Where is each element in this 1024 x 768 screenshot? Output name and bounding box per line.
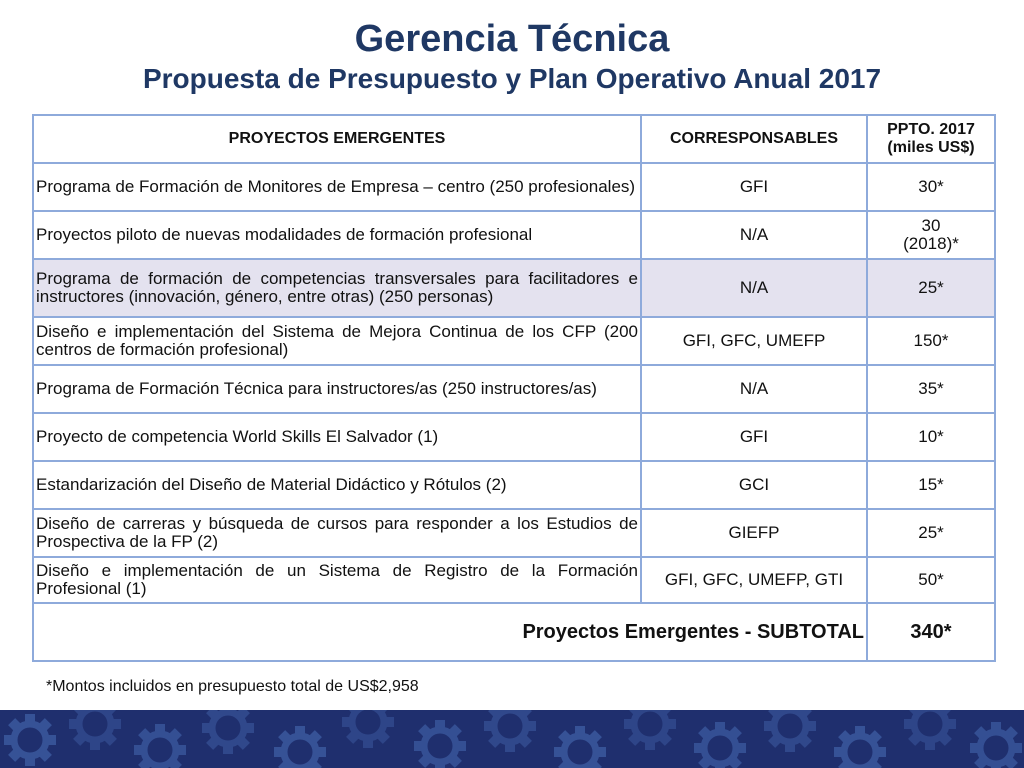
column-header-budget xyxy=(867,115,995,163)
table-row xyxy=(33,317,995,365)
project-cell: Diseño de carreras y búsqueda de cursos para responder a los Estudios de Prospectiva de la FP (2) xyxy=(33,509,641,557)
responsible-cell: GFI, GFC, UMEFP xyxy=(641,317,867,365)
responsible-cell: GCI xyxy=(641,461,867,509)
budget-note: (2018)* xyxy=(903,234,959,253)
budget-table xyxy=(32,114,996,662)
column-header-budget-line2: (miles US$) xyxy=(887,139,975,156)
project-cell: Proyecto de competencia World Skills El Salvador (1) xyxy=(33,413,641,461)
column-header-budget-line1: PPTO. 2017 xyxy=(887,121,975,138)
project-cell: Diseño e implementación de un Sistema de Registro de la Formación Profesional (1) xyxy=(33,557,641,603)
column-header-responsible: CORRESPONSABLES xyxy=(641,115,867,163)
column-header-projects: PROYECTOS EMERGENTES xyxy=(33,115,641,163)
responsible-cell: N/A xyxy=(641,259,867,317)
project-cell: Proyectos piloto de nuevas modalidades de formación profesional xyxy=(33,211,641,259)
budget-cell: 25* xyxy=(867,509,995,557)
table-row xyxy=(33,557,995,603)
page-title: Gerencia Técnica xyxy=(354,18,670,60)
table-header-row xyxy=(33,115,995,163)
project-cell: Programa de Formación Técnica para instructores/as (250 instructores/as) xyxy=(33,365,641,413)
decorative-gear-band xyxy=(0,710,1024,768)
budget-cell: 10* xyxy=(867,413,995,461)
table-row xyxy=(33,461,995,509)
budget-cell xyxy=(867,211,995,259)
responsible-cell: N/A xyxy=(641,365,867,413)
responsible-cell: GFI xyxy=(641,163,867,211)
table-row xyxy=(33,509,995,557)
responsible-cell: N/A xyxy=(641,211,867,259)
responsible-cell: GFI xyxy=(641,413,867,461)
gear-pattern-icon xyxy=(0,710,1024,768)
footnote: *Montos incluidos en presupuesto total de US$2,958 xyxy=(46,678,419,695)
table-row xyxy=(33,259,995,317)
table-row xyxy=(33,365,995,413)
project-cell: Programa de formación de competencias transversales para facilitadores e instructores (innovación, género, entre otras) (250 personas) xyxy=(33,259,641,317)
budget-cell: 150* xyxy=(867,317,995,365)
project-cell: Programa de Formación de Monitores de Empresa – centro (250 profesionales) xyxy=(33,163,641,211)
page-subtitle: Propuesta de Presupuesto y Plan Operativo Anual 2017 xyxy=(142,63,882,94)
budget-cell: 35* xyxy=(867,365,995,413)
budget-cell: 30* xyxy=(867,163,995,211)
table-row xyxy=(33,413,995,461)
responsible-cell: GFI, GFC, UMEFP, GTI xyxy=(641,557,867,603)
subtotal-value: 340* xyxy=(867,603,995,661)
subtotal-row xyxy=(33,603,995,661)
project-cell: Diseño e implementación del Sistema de Mejora Continua de los CFP (200 centros de formación profesional) xyxy=(33,317,641,365)
table-row xyxy=(33,163,995,211)
responsible-cell: GIEFP xyxy=(641,509,867,557)
table-row xyxy=(33,211,995,259)
project-cell: Estandarización del Diseño de Material Didáctico y Rótulos (2) xyxy=(33,461,641,509)
budget-cell: 15* xyxy=(867,461,995,509)
budget-cell: 25* xyxy=(867,259,995,317)
budget-value: 30 xyxy=(921,216,941,235)
budget-cell: 50* xyxy=(867,557,995,603)
subtotal-label: Proyectos Emergentes - SUBTOTAL xyxy=(33,603,867,661)
